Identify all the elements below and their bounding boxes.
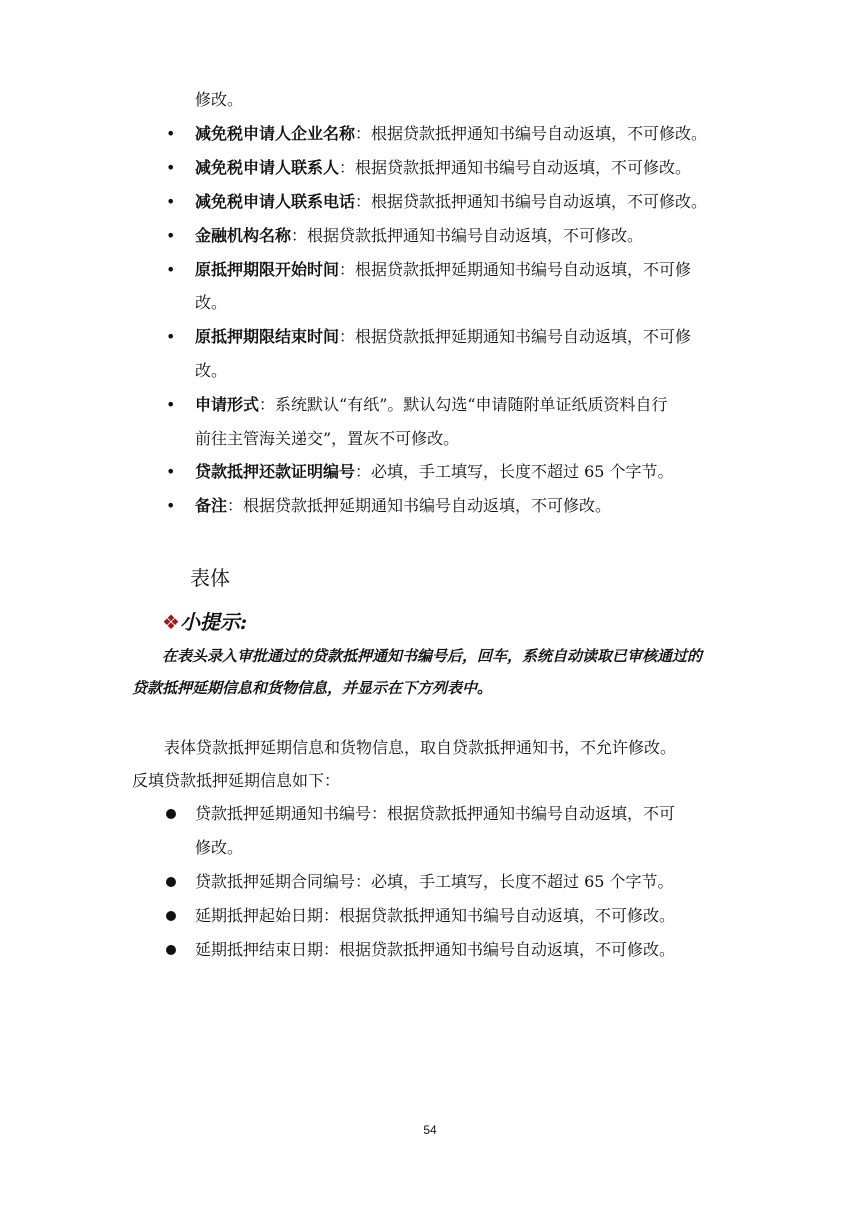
field-description: ：根据贷款抵押通知书编号自动返填，不可修改。 xyxy=(291,226,644,245)
bullet-icon xyxy=(166,945,176,955)
bullet-icon xyxy=(166,911,176,921)
list-item xyxy=(195,394,668,416)
tip-title-text: 小提示: xyxy=(179,610,248,634)
continuation-text: 修改。 xyxy=(195,838,244,857)
field-label: 金融机构名称 xyxy=(195,226,292,245)
field-description: ：根据贷款抵押延期通知书编号自动返填，不可修改。 xyxy=(227,496,612,515)
field-description: ：根据贷款抵押延期通知书编号自动返填，不可修 xyxy=(339,327,692,346)
bullet-icon: • xyxy=(166,124,176,143)
list-item: 贷款抵押延期合同编号：必填，手工填写，长度不超过 65 个字节。 xyxy=(195,872,674,891)
field-description: ：根据贷款抵押延期通知书编号自动返填，不可修 xyxy=(339,260,692,279)
field-label: 减免税申请人联系电话 xyxy=(195,192,356,211)
field-description: ：根据贷款抵押通知书编号自动返填，不可修改。 xyxy=(355,124,708,143)
list-item: 延期抵押结束日期：根据贷款抵押通知书编号自动返填，不可修改。 xyxy=(195,940,676,959)
page-number: 54 xyxy=(423,1123,437,1137)
bullet-icon: • xyxy=(166,260,176,279)
tip-text-line: 贷款抵押延期信息和货物信息，并显示在下方列表中。 xyxy=(132,679,493,697)
bullet-icon xyxy=(166,809,176,819)
bullet-icon: • xyxy=(166,395,176,414)
field-description: ：根据贷款抵押通知书编号自动返填，不可修改。 xyxy=(339,158,692,177)
tip-text-line: 在表头录入审批通过的贷款抵押通知书编号后，回车，系统自动读取已审核通过的 xyxy=(162,647,703,665)
list-item xyxy=(195,495,611,517)
list-item xyxy=(195,157,691,179)
bullet-icon: • xyxy=(166,158,176,177)
field-description: ：系统默认“有纸”。默认勾选“申请随附单证纸质资料自行 xyxy=(259,395,668,414)
field-label: 原抵押期限结束时间 xyxy=(195,327,340,346)
field-description: ：必填，手工填写，长度不超过 65 个字节。 xyxy=(355,462,674,481)
continuation-text: 改。 xyxy=(195,293,228,312)
field-label: 原抵押期限开始时间 xyxy=(195,260,340,279)
bullet-icon: • xyxy=(166,192,176,211)
list-item xyxy=(195,326,691,348)
tip-heading xyxy=(162,609,247,635)
bullet-icon: • xyxy=(166,226,176,245)
list-item: 延期抵押起始日期：根据贷款抵押通知书编号自动返填，不可修改。 xyxy=(195,906,676,925)
diamond-icon: ❖ xyxy=(162,610,180,634)
field-label: 贷款抵押还款证明编号 xyxy=(195,462,356,481)
bullet-icon: • xyxy=(166,462,176,481)
continuation-text: 修改。 xyxy=(195,90,244,109)
list-item xyxy=(195,123,707,145)
list-item xyxy=(195,225,643,247)
continuation-text: 前往主管海关递交”，置灰不可修改。 xyxy=(195,429,460,448)
field-label: 减免税申请人联系人 xyxy=(195,158,340,177)
continuation-text: 改。 xyxy=(195,361,228,380)
paragraph: 反填贷款抵押延期信息如下： xyxy=(132,771,341,790)
paragraph: 表体贷款抵押延期信息和货物信息，取自贷款抵押通知书，不允许修改。 xyxy=(164,738,677,757)
list-item xyxy=(195,259,691,281)
bullet-icon: • xyxy=(166,496,176,515)
section-heading: 表体 xyxy=(190,566,230,590)
list-item xyxy=(195,461,674,483)
bullet-icon xyxy=(166,877,176,887)
field-label: 减免税申请人企业名称 xyxy=(195,124,356,143)
list-item xyxy=(195,191,707,213)
bullet-icon: • xyxy=(166,327,176,346)
list-item: 贷款抵押延期通知书编号：根据贷款抵押通知书编号自动返填，不可 xyxy=(195,804,676,823)
field-label: 申请形式 xyxy=(195,395,260,414)
field-description: ：根据贷款抵押通知书编号自动返填，不可修改。 xyxy=(355,192,708,211)
field-label: 备注 xyxy=(195,496,228,515)
